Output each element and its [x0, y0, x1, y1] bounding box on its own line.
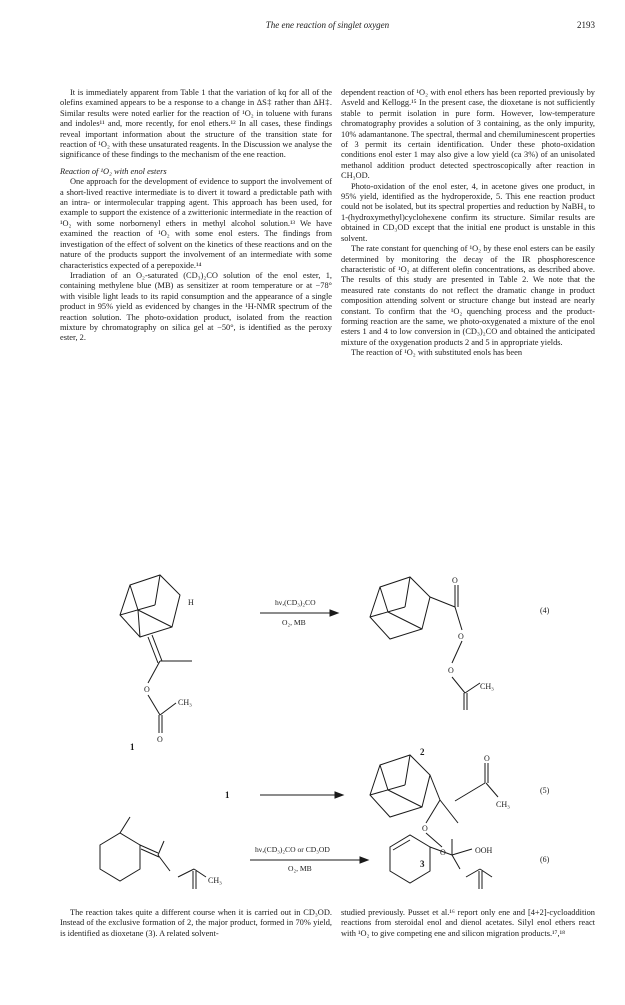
- conditions-bottom-eq4: O₂, MB: [282, 618, 306, 627]
- atom-label-o: O: [440, 848, 446, 857]
- adamantane-structure-1: [120, 575, 192, 733]
- atom-label-o: O: [458, 632, 464, 641]
- compound-label-1: 1: [225, 790, 230, 800]
- paragraph: One approach for the development of evidence to support the involvement of a short-lived reactive intermediate is to divert it toward a predictable path with an intra- or intermolecular trapping agent. This approach has been used, for example to support the existence of a zwitterionic intermediate in the reaction of ¹O₂ with some norbornenyl ethers in methyl alcohol solution.¹³ We have examined the reaction of ¹O₂ with some enol esters. The findings from investigation of the effect of solvent on the kinetics of these reactions and on the nature of the products support the involvement of an intermediate with some characteristics expected of a perepoxide.¹⁴: [60, 177, 332, 270]
- running-header: [60, 20, 595, 34]
- hydroperoxide-structure-5: [390, 835, 492, 889]
- atom-label-o: O: [452, 576, 458, 585]
- paragraph: The rate constant for quenching of ¹O₂ by these enol esters can be easily determined by monitoring the decay of the IR phosphorescence characteristic of ¹O₂ at different olefin concentrations, as described above. The results of this study are presented in Table 2. We note that the measured rate constants do not reflect the dramatic change in product composition attending solvent or structure change but instead are nearly constant. To confirm that the ¹O₂ quenching process and the product-forming reaction are the same, we photo-oxygenated a mixture of the enol esters 1 and 4 to low conversion in (CD₃)₂CO and obtained the anticipated mixture of the oxygenation products 2 and 5 in appropriate yields.: [341, 244, 595, 347]
- paragraph: The reaction of ¹O₂ with substituted enols has been: [351, 348, 523, 358]
- bottom-left-column: [60, 908, 332, 939]
- compound-label-2: 2: [420, 747, 425, 757]
- section-heading: Reaction of ¹O₂ with enol esters: [60, 166, 167, 176]
- equation-number-4: (4): [540, 606, 550, 615]
- atom-label-ch3: CH₃: [496, 800, 510, 809]
- right-column: [341, 88, 595, 359]
- paragraph: The reaction takes quite a different course when it is carried out in CD₃OD. Instead of the exclusive formation of 2, the major product, formed in 70% yield, is identified as dioxetane (3). A related solvent-: [60, 908, 332, 938]
- atom-label-h: H: [188, 598, 194, 607]
- reaction-scheme-svg: [60, 565, 595, 900]
- bottom-right-column: [341, 908, 595, 939]
- atom-label-o: O: [157, 735, 163, 744]
- atom-label-o: O: [484, 754, 490, 763]
- paragraph: It is immediately apparent from Table 1 that the variation of kq for all of the olefins examined appears to be a response to a change in ΔS‡ rather than ΔH‡. Similar results were noted earlier for the reaction of ¹O₂ in toluene with furans and indoles¹¹ and, more recently, for enol ethers.¹² In all cases, these findings reveal important information about the structure of the transition state for reaction of ¹O₂ with these unsaturated reagents. In the Discussion we analyse the significance of these findings to the mechanism of the ene reaction.: [60, 88, 332, 160]
- conditions-bottom-eq6: O₂, MB: [288, 864, 312, 873]
- paragraph: Irradiation of an O₂-saturated (CD₃)₂CO solution of the enol ester, 1, containing methylene blue (MB) as sensitizer at room temperature or at −78° with visible light leads to its rapid consumption and the appearance of a single product in 95% yield as evidenced by changes in the ¹H-NMR spectrum of the reaction solution. The photo-oxidation product, isolated from the reaction mixture by chromatography on silica gel at −50°, is identified as the peroxy ester, 2.: [60, 270, 332, 343]
- atom-label-o: O: [144, 685, 150, 694]
- compound-label-1: 1: [130, 742, 135, 752]
- left-column: [60, 88, 332, 344]
- enol-ester-structure-4: [100, 817, 206, 889]
- conditions-top-eq4: hν,(CD₃)₂CO: [275, 598, 316, 607]
- atom-label-ch3: CH₃: [208, 876, 222, 885]
- atom-label-o: O: [448, 666, 454, 675]
- equation-number-6: (6): [540, 855, 550, 864]
- page-number: 2193: [577, 20, 595, 30]
- atom-label-ch3: CH₃: [178, 698, 192, 707]
- running-title: The ene reaction of singlet oxygen: [265, 20, 390, 30]
- reaction-scheme: [60, 565, 595, 900]
- paragraph: Photo-oxidation of the enol ester, 4, in acetone gives one product, in 95% yield, identified as the hydroperoxide, 5. This ene reaction product could not be isolated, but its spectral properties and reduction by NaBH₄ to 1-(hydroxymethyl)cyclohexene confirm its structure. Similar results are obtained in CD₃OD except that the initial ene product is unstable in this solvent.: [341, 181, 595, 243]
- adamantane-structure-2: [370, 577, 480, 710]
- paragraph: studied previously. Pusset et al.¹⁶ report only ene and [4+2]-cycloaddition reactions from steroidal enol and dienol acetates. Silyl enol ethers react with ¹O₂ to give competing ene and silicon migration products.¹⁷,¹⁸: [341, 908, 595, 938]
- paragraph: dependent reaction of ¹O₂ with enol ethers has been reported previously by Asveld and Kellogg.¹⁵ In the present case, the dioxetane is not sufficiently stable to permit isolation in pure form. However, low-temperature chromatography provides a solution of 3 containing, as the only impurity, 10% adamantanone. The spectral, thermal and chemiluminescent properties of 3 permit its certain identification. Under these photo-oxidation conditions enol ester 1 may also give a low yield (ca 3%) of an unisolated methanol addition product detected spectroscopically after reaction in CH₃OD.: [341, 88, 595, 181]
- atom-label-o: O: [422, 824, 428, 833]
- compound-label-3: 3: [420, 859, 425, 869]
- atom-label-ch3: CH₃: [480, 682, 494, 691]
- conditions-top-eq6: hν,(CD₃)₂CO or CD₃OD: [255, 845, 330, 854]
- hydroperoxide-label: OOH: [475, 846, 493, 855]
- equation-number-5: (5): [540, 786, 550, 795]
- dioxetane-structure-3: [370, 755, 498, 847]
